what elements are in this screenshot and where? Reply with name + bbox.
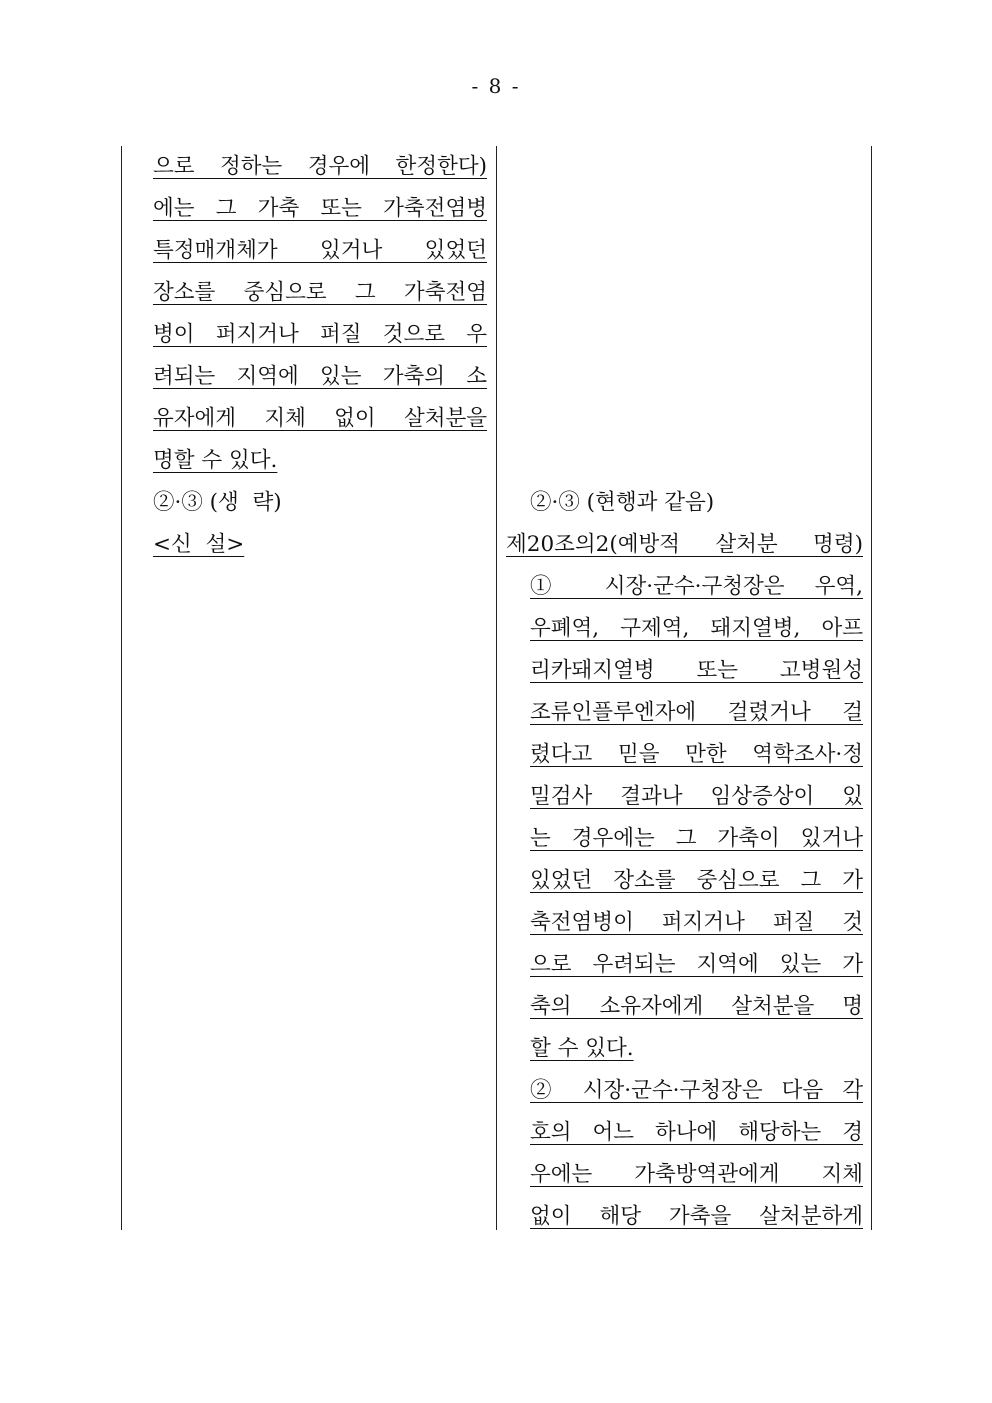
article-heading: 제20조의2(예방적 살처분 명령): [506, 532, 863, 557]
clause-1-line: 있었던 장소를 중심으로 그 가: [530, 868, 863, 893]
same-as-current-clause: ②·③ (현행과 같음): [530, 490, 715, 515]
text-line: 병이 퍼지거나 퍼질 것으로 우: [153, 322, 487, 347]
clause-1-line: 리카돼지열병 또는 고병원성: [530, 658, 863, 683]
amendment-column: [506, 146, 863, 1238]
clause-2-line: 없이 해당 가축을 살처분하게: [530, 1204, 863, 1229]
clause-1-line: 으로 우려되는 지역에 있는 가: [530, 952, 863, 977]
clause-1-line: ① 시장·군수·구청장은 우역,: [530, 574, 863, 599]
page-number: - 8 -: [471, 74, 521, 98]
text-line: 으로 정하는 경우에 한정한다): [153, 154, 487, 179]
text-line: 유자에게 지체 없이 살처분을: [153, 406, 487, 431]
clause-2-line: 호의 어느 하나에 해당하는 경: [530, 1120, 863, 1145]
clause-1-line: 는 경우에는 그 가축이 있거나: [530, 826, 863, 851]
clause-2-line: 우에는 가축방역관에게 지체: [530, 1162, 863, 1187]
table-border-left: [121, 146, 122, 1230]
clause-1-line: 조류인플루엔자에 걸렸거나 걸: [530, 700, 863, 725]
new-provision-marker: <신 설>: [153, 532, 245, 557]
table-border-middle: [496, 146, 497, 1230]
clause-2-line: ② 시장·군수·구청장은 다음 각: [530, 1078, 863, 1103]
clause-1-line: 축의 소유자에게 살처분을 명: [530, 994, 863, 1019]
clause-1-line: 축전염병이 퍼지거나 퍼질 것: [530, 910, 863, 935]
text-line: 려되는 지역에 있는 가축의 소: [153, 364, 487, 389]
text-line: 에는 그 가축 또는 가축전염병: [153, 196, 487, 221]
clause-1-line: 밀검사 결과나 임상증상이 있: [530, 784, 863, 809]
text-line: 특정매개체가 있거나 있었던: [153, 238, 487, 263]
omitted-clause: ②·③ (생 략): [153, 490, 282, 515]
table-border-right: [871, 146, 872, 1230]
text-line: 장소를 중심으로 그 가축전염: [153, 280, 487, 305]
clause-1-line: 렸다고 믿을 만한 역학조사·정: [530, 742, 863, 767]
text-line-last: 명할 수 있다.: [153, 448, 278, 473]
clause-1-line: 우폐역, 구제역, 돼지열병, 아프: [530, 616, 863, 641]
current-law-column: [153, 146, 487, 566]
clause-1-last-line: 할 수 있다.: [530, 1036, 634, 1061]
